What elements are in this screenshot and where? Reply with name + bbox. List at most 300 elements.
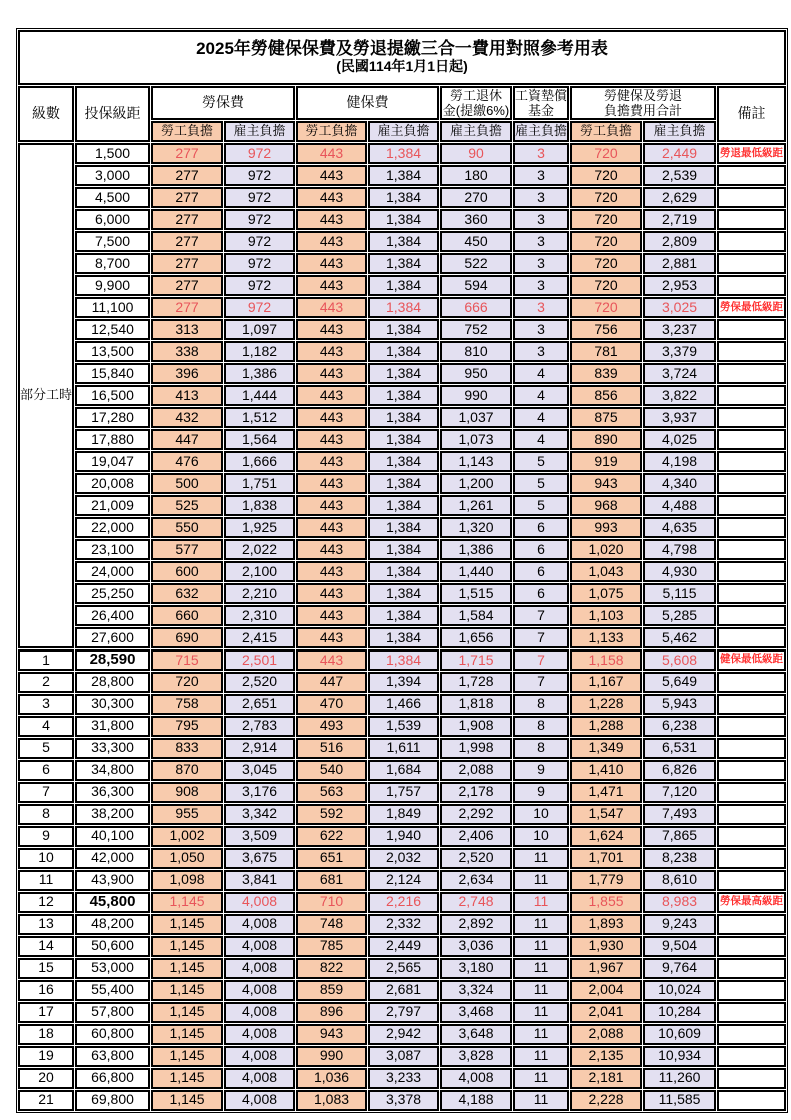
health-employer-cell: 1,757 [368, 782, 439, 803]
labor-employer-cell: 1,444 [224, 385, 295, 406]
header-wage-fund-line2: 基金 [528, 103, 555, 118]
labor-employer-cell: 4,008 [224, 914, 295, 935]
pension-employer-cell: 1,261 [440, 495, 512, 516]
total-employer-cell: 10,934 [643, 1046, 716, 1067]
pension-employer-cell: 1,656 [440, 627, 512, 648]
note-cell [717, 980, 786, 1001]
header-total [570, 86, 716, 120]
labor-employer-cell: 4,008 [224, 1090, 295, 1111]
page-title: 2025年勞健保保費及勞退提繳三合一費用對照參考用表 [196, 39, 608, 59]
labor-employee-cell: 690 [151, 627, 223, 648]
labor-employer-cell: 4,008 [224, 980, 295, 1001]
labor-employee-cell: 413 [151, 385, 223, 406]
salary-bracket-cell: 12,540 [75, 319, 150, 340]
labor-employee-cell: 600 [151, 561, 223, 582]
note-cell [717, 517, 786, 538]
labor-employee-cell: 632 [151, 583, 223, 604]
table-row [18, 804, 786, 825]
header-row-main [18, 86, 786, 120]
health-employee-cell: 443 [296, 649, 367, 671]
labor-employee-cell: 277 [151, 209, 223, 230]
wage-fund-employer-cell: 11 [513, 870, 569, 891]
level-cell: 7 [18, 782, 74, 803]
total-employee-cell: 1,228 [570, 694, 642, 715]
health-employee-cell: 443 [296, 517, 367, 538]
table-row [18, 716, 786, 737]
labor-employee-cell: 1,145 [151, 1090, 223, 1111]
salary-bracket-cell: 36,300 [75, 782, 150, 803]
total-employer-cell: 8,610 [643, 870, 716, 891]
table-row [18, 451, 786, 472]
labor-employee-cell: 525 [151, 495, 223, 516]
labor-employer-cell: 3,509 [224, 826, 295, 847]
labor-employer-cell: 1,925 [224, 517, 295, 538]
total-employee-cell: 720 [570, 275, 642, 296]
table-row [18, 143, 786, 164]
table-row [18, 914, 786, 935]
note-cell [717, 429, 786, 450]
note-cell [717, 782, 786, 803]
total-employee-cell: 1,967 [570, 958, 642, 979]
total-employee-cell: 1,624 [570, 826, 642, 847]
health-employee-cell: 748 [296, 914, 367, 935]
health-employee-cell: 443 [296, 473, 367, 494]
note-cell [717, 275, 786, 296]
health-employer-cell: 1,384 [368, 627, 439, 648]
salary-bracket-cell: 17,280 [75, 407, 150, 428]
health-employer-cell: 2,124 [368, 870, 439, 891]
salary-bracket-cell: 45,800 [75, 892, 150, 913]
table-body [18, 30, 786, 1111]
health-employer-cell: 1,384 [368, 605, 439, 626]
labor-employer-cell: 3,342 [224, 804, 295, 825]
pension-employer-cell: 180 [440, 165, 512, 186]
pension-employer-cell: 1,200 [440, 473, 512, 494]
health-employee-cell: 443 [296, 209, 367, 230]
salary-bracket-cell: 9,900 [75, 275, 150, 296]
labor-employer-cell: 2,100 [224, 561, 295, 582]
table-row [18, 1068, 786, 1089]
total-employer-cell: 2,953 [643, 275, 716, 296]
labor-employer-cell: 3,675 [224, 848, 295, 869]
health-employer-cell: 1,394 [368, 672, 439, 693]
total-employer-cell: 7,120 [643, 782, 716, 803]
total-employer-cell: 11,585 [643, 1090, 716, 1111]
pension-employer-cell: 1,908 [440, 716, 512, 737]
pension-employer-cell: 666 [440, 297, 512, 318]
labor-employee-cell: 432 [151, 407, 223, 428]
note-cell: 勞保最高級距 [717, 892, 786, 913]
note-cell [717, 539, 786, 560]
salary-bracket-cell: 57,800 [75, 1002, 150, 1023]
table-row [18, 980, 786, 1001]
health-employer-cell: 1,384 [368, 341, 439, 362]
note-cell [717, 1024, 786, 1045]
level-cell: 16 [18, 980, 74, 1001]
wage-fund-employer-cell: 5 [513, 473, 569, 494]
labor-employee-cell: 476 [151, 451, 223, 472]
salary-bracket-cell: 26,400 [75, 605, 150, 626]
pension-employer-cell: 1,073 [440, 429, 512, 450]
total-employer-cell: 4,198 [643, 451, 716, 472]
total-employer-cell: 4,488 [643, 495, 716, 516]
labor-employee-cell: 1,145 [151, 1046, 223, 1067]
wage-fund-employer-cell: 6 [513, 583, 569, 604]
header-note: 備註 [717, 86, 786, 142]
level-cell: 12 [18, 892, 74, 913]
header-pension [440, 86, 512, 120]
labor-employee-cell: 277 [151, 231, 223, 252]
labor-employer-cell: 4,008 [224, 892, 295, 913]
total-employee-cell: 919 [570, 451, 642, 472]
health-employer-cell: 2,032 [368, 848, 439, 869]
labor-employer-cell: 1,666 [224, 451, 295, 472]
labor-employer-cell: 1,751 [224, 473, 295, 494]
note-cell [717, 385, 786, 406]
pension-employer-cell: 2,088 [440, 760, 512, 781]
labor-employee-cell: 277 [151, 297, 223, 318]
table-row [18, 407, 786, 428]
labor-employer-cell: 972 [224, 187, 295, 208]
wage-fund-employer-cell: 4 [513, 429, 569, 450]
labor-employee-cell: 277 [151, 143, 223, 164]
health-employer-cell: 2,942 [368, 1024, 439, 1045]
labor-employer-cell: 2,310 [224, 605, 295, 626]
labor-employer-cell: 1,182 [224, 341, 295, 362]
table-row [18, 649, 786, 671]
subheader-health-employer: 雇主負擔 [368, 121, 439, 142]
note-cell [717, 716, 786, 737]
wage-fund-employer-cell: 3 [513, 209, 569, 230]
level-cell: 11 [18, 870, 74, 891]
note-cell [717, 914, 786, 935]
health-employee-cell: 443 [296, 253, 367, 274]
table-row [18, 1090, 786, 1111]
table-row [18, 297, 786, 318]
labor-employer-cell: 2,914 [224, 738, 295, 759]
pension-employer-cell: 1,037 [440, 407, 512, 428]
level-cell: 17 [18, 1002, 74, 1023]
health-employee-cell: 443 [296, 165, 367, 186]
labor-employer-cell: 1,097 [224, 319, 295, 340]
pension-employer-cell: 1,715 [440, 649, 512, 671]
health-employer-cell: 3,087 [368, 1046, 439, 1067]
pension-employer-cell: 4,008 [440, 1068, 512, 1089]
header-pension-line2: 金(提繳6%) [442, 103, 510, 118]
total-employer-cell: 9,243 [643, 914, 716, 935]
table-row [18, 958, 786, 979]
labor-employee-cell: 660 [151, 605, 223, 626]
health-employer-cell: 1,384 [368, 407, 439, 428]
wage-fund-employer-cell: 11 [513, 1002, 569, 1023]
health-employee-cell: 443 [296, 429, 367, 450]
total-employee-cell: 1,043 [570, 561, 642, 582]
wage-fund-employer-cell: 4 [513, 385, 569, 406]
total-employee-cell: 993 [570, 517, 642, 538]
wage-fund-employer-cell: 7 [513, 649, 569, 671]
total-employer-cell: 6,531 [643, 738, 716, 759]
salary-bracket-cell: 69,800 [75, 1090, 150, 1111]
total-employee-cell: 720 [570, 209, 642, 230]
level-cell: 21 [18, 1090, 74, 1111]
total-employer-cell: 5,115 [643, 583, 716, 604]
labor-employer-cell: 4,008 [224, 936, 295, 957]
total-employer-cell: 5,608 [643, 649, 716, 671]
salary-bracket-cell: 50,600 [75, 936, 150, 957]
wage-fund-employer-cell: 6 [513, 539, 569, 560]
labor-employer-cell: 2,501 [224, 649, 295, 671]
salary-bracket-cell: 63,800 [75, 1046, 150, 1067]
note-cell: 勞退最低級距 [717, 143, 786, 164]
note-cell [717, 319, 786, 340]
labor-employee-cell: 720 [151, 672, 223, 693]
health-employer-cell: 3,378 [368, 1090, 439, 1111]
health-employer-cell: 1,466 [368, 694, 439, 715]
pension-employer-cell: 1,998 [440, 738, 512, 759]
health-employee-cell: 896 [296, 1002, 367, 1023]
pension-employer-cell: 2,748 [440, 892, 512, 913]
labor-employee-cell: 447 [151, 429, 223, 450]
total-employee-cell: 2,004 [570, 980, 642, 1001]
health-employee-cell: 443 [296, 275, 367, 296]
salary-bracket-cell: 66,800 [75, 1068, 150, 1089]
salary-bracket-cell: 28,800 [75, 672, 150, 693]
health-employee-cell: 681 [296, 870, 367, 891]
total-employer-cell: 3,937 [643, 407, 716, 428]
table-row [18, 187, 786, 208]
health-employee-cell: 785 [296, 936, 367, 957]
pension-employer-cell: 3,324 [440, 980, 512, 1001]
table-row [18, 275, 786, 296]
health-employee-cell: 470 [296, 694, 367, 715]
note-cell [717, 1090, 786, 1111]
total-employer-cell: 5,649 [643, 672, 716, 693]
wage-fund-employer-cell: 3 [513, 143, 569, 164]
subheader-total-employee: 勞工負擔 [570, 121, 642, 142]
total-employee-cell: 781 [570, 341, 642, 362]
labor-employer-cell: 4,008 [224, 1002, 295, 1023]
note-cell [717, 738, 786, 759]
total-employer-cell: 2,881 [643, 253, 716, 274]
level-cell: 14 [18, 936, 74, 957]
labor-employer-cell: 972 [224, 209, 295, 230]
total-employer-cell: 2,719 [643, 209, 716, 230]
health-employee-cell: 822 [296, 958, 367, 979]
note-cell [717, 804, 786, 825]
pension-employer-cell: 3,828 [440, 1046, 512, 1067]
labor-employer-cell: 3,045 [224, 760, 295, 781]
salary-bracket-cell: 17,880 [75, 429, 150, 450]
wage-fund-employer-cell: 11 [513, 914, 569, 935]
header-wage-fund [513, 86, 569, 120]
salary-bracket-cell: 48,200 [75, 914, 150, 935]
labor-employee-cell: 577 [151, 539, 223, 560]
note-cell [717, 605, 786, 626]
labor-employer-cell: 4,008 [224, 1068, 295, 1089]
level-cell: 2 [18, 672, 74, 693]
note-cell [717, 1002, 786, 1023]
health-employee-cell: 622 [296, 826, 367, 847]
wage-fund-employer-cell: 4 [513, 363, 569, 384]
table-row [18, 517, 786, 538]
level-cell: 3 [18, 694, 74, 715]
table-row [18, 1002, 786, 1023]
total-employer-cell: 4,340 [643, 473, 716, 494]
pension-employer-cell: 810 [440, 341, 512, 362]
salary-bracket-cell: 33,300 [75, 738, 150, 759]
total-employee-cell: 720 [570, 165, 642, 186]
header-wage-fund-line1: 工資墊償 [515, 88, 568, 103]
total-employee-cell: 1,075 [570, 583, 642, 604]
health-employer-cell: 2,681 [368, 980, 439, 1001]
salary-bracket-cell: 40,100 [75, 826, 150, 847]
labor-employer-cell: 972 [224, 297, 295, 318]
total-employer-cell: 5,462 [643, 627, 716, 648]
total-employer-cell: 2,629 [643, 187, 716, 208]
wage-fund-employer-cell: 4 [513, 407, 569, 428]
health-employee-cell: 1,083 [296, 1090, 367, 1111]
total-employee-cell: 1,930 [570, 936, 642, 957]
table-row [18, 760, 786, 781]
labor-employee-cell: 1,145 [151, 1002, 223, 1023]
labor-employer-cell: 2,210 [224, 583, 295, 604]
salary-bracket-cell: 24,000 [75, 561, 150, 582]
pension-employer-cell: 1,440 [440, 561, 512, 582]
total-employee-cell: 1,349 [570, 738, 642, 759]
wage-fund-employer-cell: 3 [513, 341, 569, 362]
note-cell [717, 958, 786, 979]
salary-bracket-cell: 42,000 [75, 848, 150, 869]
header-labor-insurance: 勞保費 [151, 86, 295, 120]
labor-employee-cell: 1,145 [151, 958, 223, 979]
pension-employer-cell: 2,178 [440, 782, 512, 803]
labor-employer-cell: 3,176 [224, 782, 295, 803]
health-employer-cell: 1,384 [368, 319, 439, 340]
total-employee-cell: 756 [570, 319, 642, 340]
wage-fund-employer-cell: 11 [513, 980, 569, 1001]
pension-employer-cell: 1,818 [440, 694, 512, 715]
health-employer-cell: 1,940 [368, 826, 439, 847]
total-employer-cell: 7,865 [643, 826, 716, 847]
wage-fund-employer-cell: 11 [513, 848, 569, 869]
labor-employee-cell: 277 [151, 253, 223, 274]
total-employee-cell: 943 [570, 473, 642, 494]
table-row [18, 694, 786, 715]
note-cell [717, 473, 786, 494]
health-employee-cell: 1,036 [296, 1068, 367, 1089]
total-employer-cell: 2,449 [643, 143, 716, 164]
salary-bracket-cell: 55,400 [75, 980, 150, 1001]
salary-bracket-cell: 6,000 [75, 209, 150, 230]
salary-bracket-cell: 31,800 [75, 716, 150, 737]
total-employee-cell: 839 [570, 363, 642, 384]
pension-employer-cell: 752 [440, 319, 512, 340]
wage-fund-employer-cell: 3 [513, 253, 569, 274]
labor-employee-cell: 1,098 [151, 870, 223, 891]
total-employer-cell: 4,635 [643, 517, 716, 538]
note-cell [717, 253, 786, 274]
pension-employer-cell: 1,584 [440, 605, 512, 626]
part-time-merged-cell: 部分工時 [18, 143, 74, 648]
pension-employer-cell: 3,648 [440, 1024, 512, 1045]
salary-bracket-cell: 27,600 [75, 627, 150, 648]
health-employer-cell: 2,565 [368, 958, 439, 979]
total-employee-cell: 720 [570, 231, 642, 252]
wage-fund-employer-cell: 3 [513, 297, 569, 318]
salary-bracket-cell: 3,000 [75, 165, 150, 186]
table-row [18, 826, 786, 847]
labor-employer-cell: 4,008 [224, 1046, 295, 1067]
wage-fund-employer-cell: 11 [513, 1046, 569, 1067]
salary-bracket-cell: 13,500 [75, 341, 150, 362]
labor-employee-cell: 1,145 [151, 1024, 223, 1045]
note-cell [717, 870, 786, 891]
health-employee-cell: 710 [296, 892, 367, 913]
labor-employee-cell: 795 [151, 716, 223, 737]
pension-employer-cell: 1,728 [440, 672, 512, 693]
pension-employer-cell: 90 [440, 143, 512, 164]
health-employer-cell: 1,849 [368, 804, 439, 825]
subheader-wage-fund-employer: 雇主負擔 [513, 121, 569, 142]
wage-fund-employer-cell: 11 [513, 1068, 569, 1089]
total-employee-cell: 1,103 [570, 605, 642, 626]
total-employee-cell: 856 [570, 385, 642, 406]
wage-fund-employer-cell: 9 [513, 760, 569, 781]
total-employee-cell: 1,779 [570, 870, 642, 891]
pension-employer-cell: 2,892 [440, 914, 512, 935]
subheader-labor-employer: 雇主負擔 [224, 121, 295, 142]
health-employer-cell: 1,384 [368, 143, 439, 164]
pension-employer-cell: 990 [440, 385, 512, 406]
note-cell [717, 1068, 786, 1089]
health-employee-cell: 443 [296, 583, 367, 604]
total-employer-cell: 2,809 [643, 231, 716, 252]
wage-fund-employer-cell: 3 [513, 231, 569, 252]
subheader-health-employee: 勞工負擔 [296, 121, 367, 142]
health-employer-cell: 2,216 [368, 892, 439, 913]
salary-bracket-cell: 28,590 [75, 649, 150, 671]
level-cell: 1 [18, 649, 74, 671]
health-employer-cell: 1,384 [368, 429, 439, 450]
salary-bracket-cell: 43,900 [75, 870, 150, 891]
total-employee-cell: 890 [570, 429, 642, 450]
labor-employer-cell: 2,022 [224, 539, 295, 560]
labor-employer-cell: 4,008 [224, 958, 295, 979]
total-employee-cell: 1,288 [570, 716, 642, 737]
wage-fund-employer-cell: 11 [513, 1024, 569, 1045]
table-row [18, 1046, 786, 1067]
total-employer-cell: 8,238 [643, 848, 716, 869]
wage-fund-employer-cell: 3 [513, 275, 569, 296]
health-employee-cell: 443 [296, 495, 367, 516]
salary-bracket-cell: 4,500 [75, 187, 150, 208]
labor-employee-cell: 500 [151, 473, 223, 494]
note-cell [717, 451, 786, 472]
total-employer-cell: 2,539 [643, 165, 716, 186]
health-employee-cell: 443 [296, 561, 367, 582]
salary-bracket-cell: 19,047 [75, 451, 150, 472]
note-cell [717, 187, 786, 208]
pension-employer-cell: 3,468 [440, 1002, 512, 1023]
health-employer-cell: 1,384 [368, 385, 439, 406]
health-employee-cell: 943 [296, 1024, 367, 1045]
level-cell: 20 [18, 1068, 74, 1089]
subheader-pension-employer: 雇主負擔 [440, 121, 512, 142]
health-employer-cell: 1,384 [368, 451, 439, 472]
total-employer-cell: 6,826 [643, 760, 716, 781]
health-employer-cell: 2,332 [368, 914, 439, 935]
wage-fund-employer-cell: 3 [513, 187, 569, 208]
